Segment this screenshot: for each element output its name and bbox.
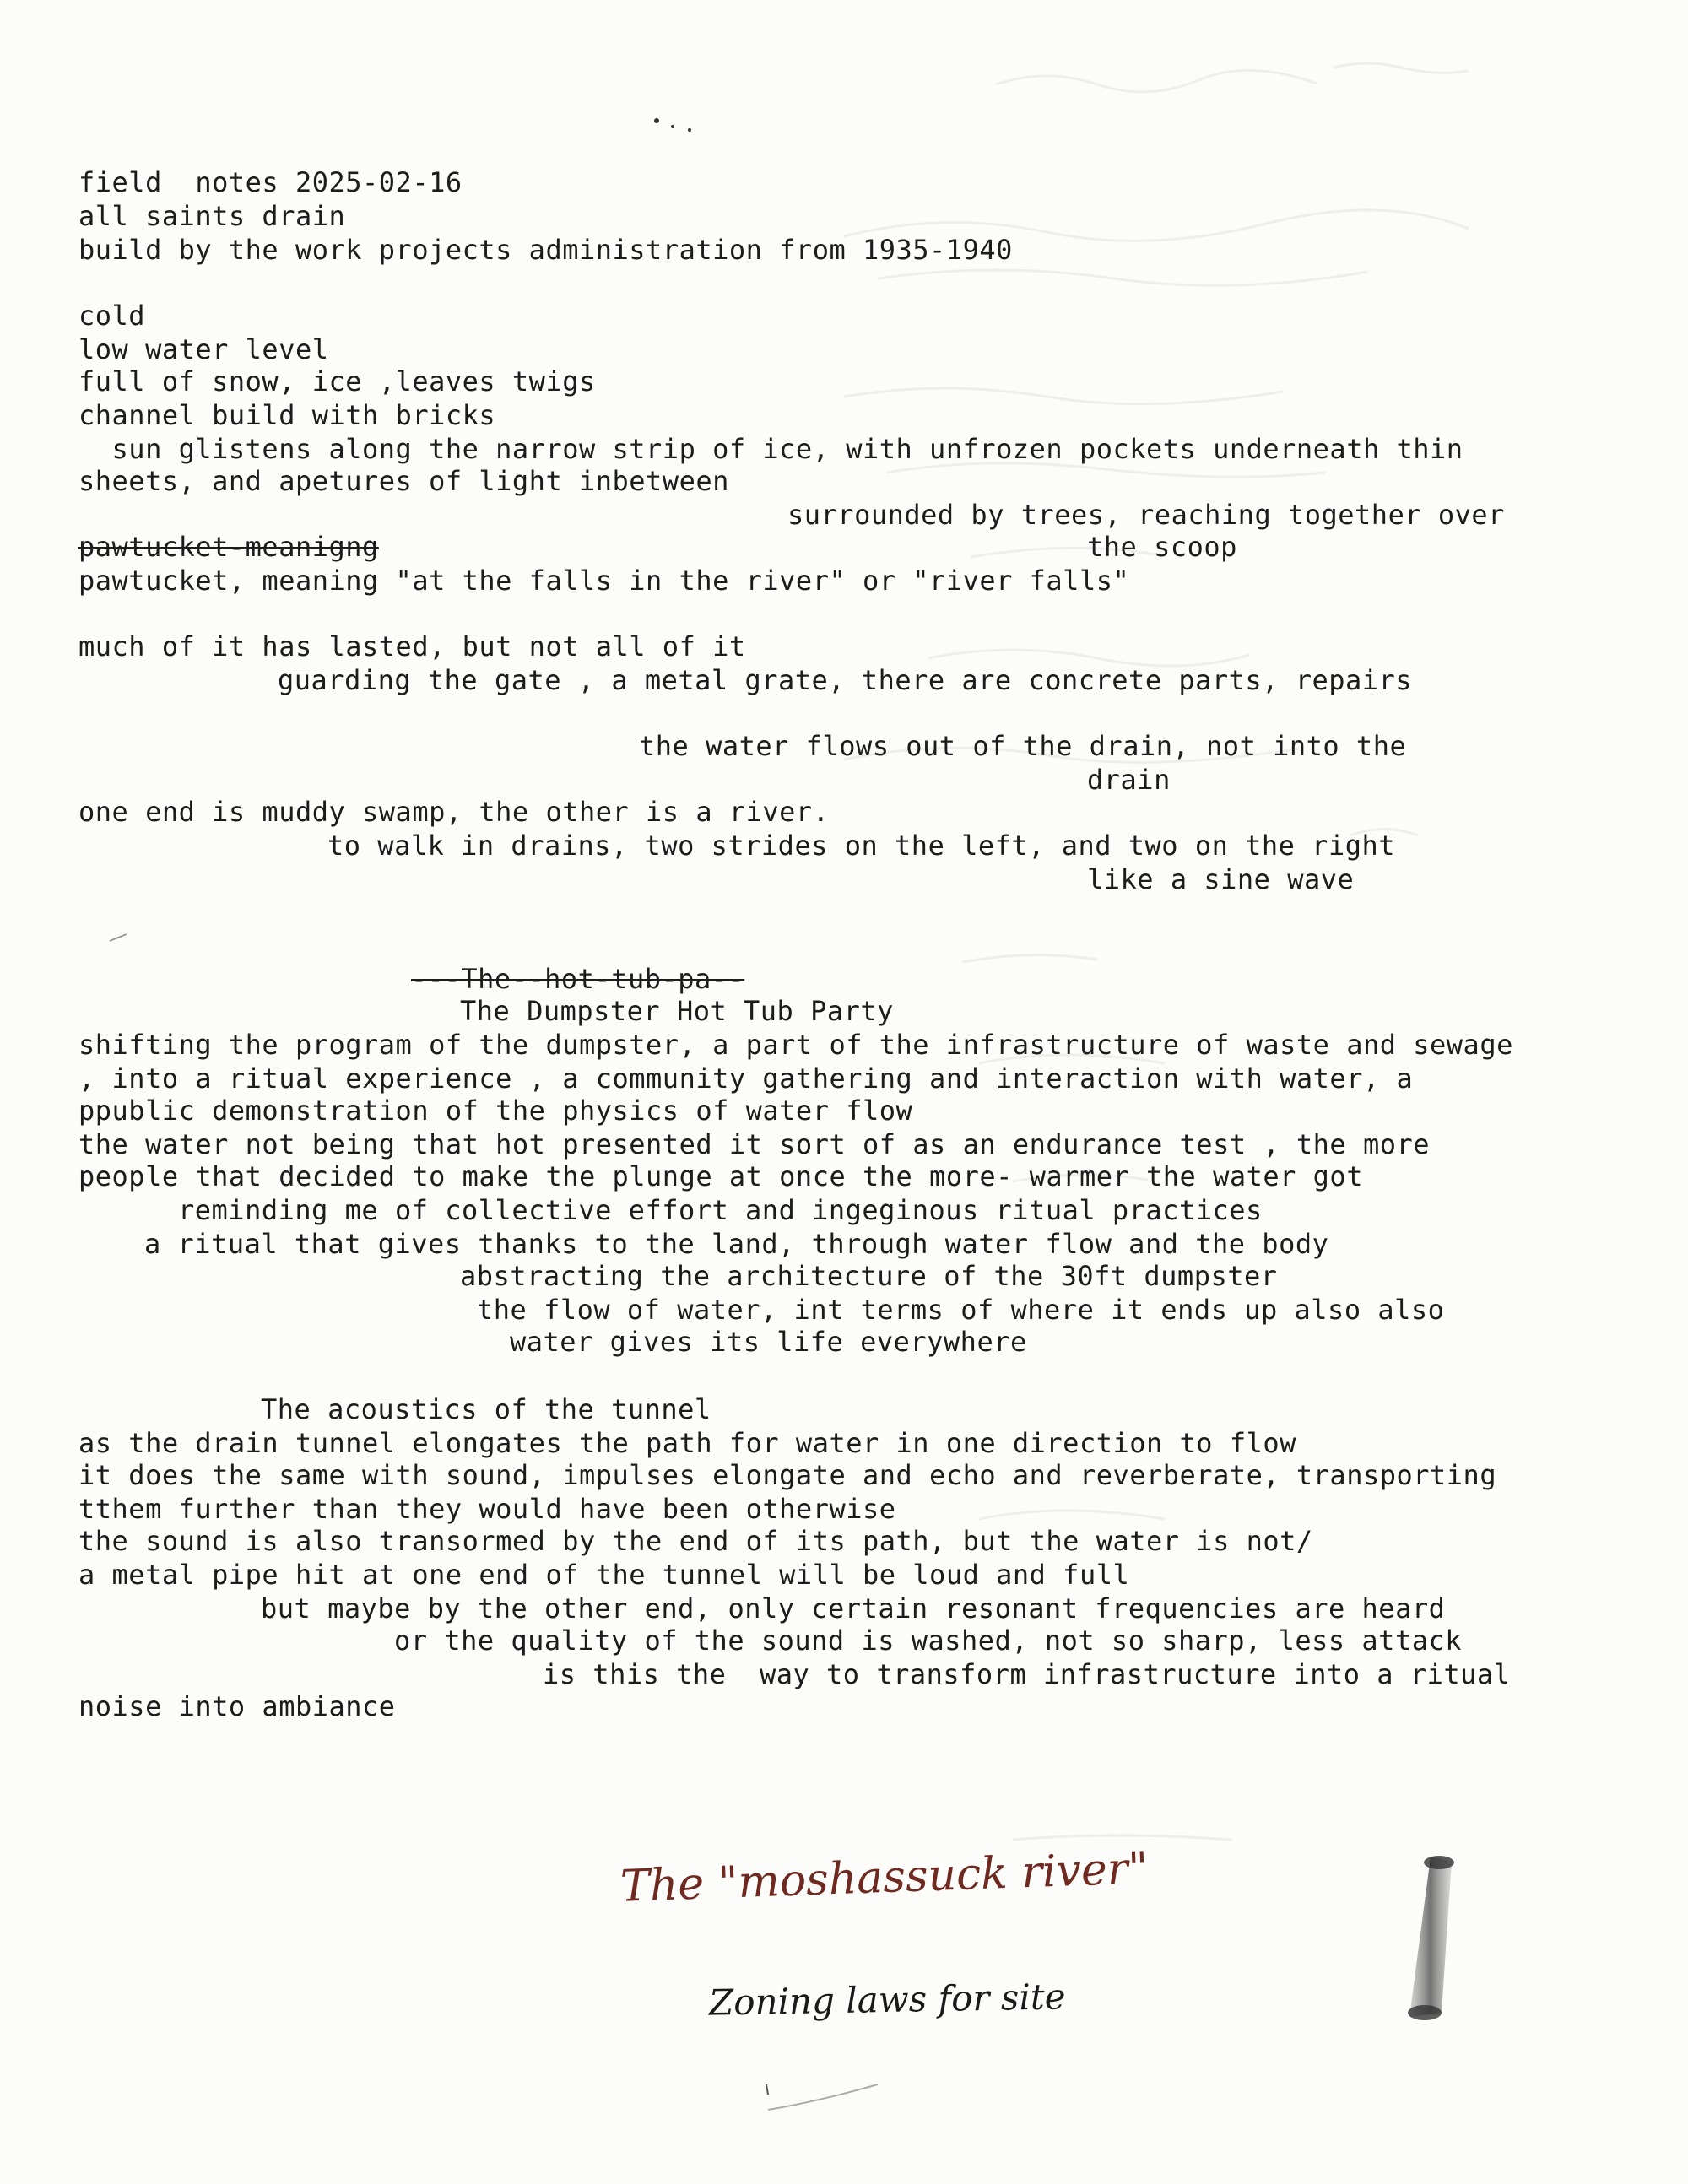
typed-line: a metal pipe hit at one end of the tunnel will be loud and full	[78, 1559, 1130, 1591]
typed-line: reminding me of collective effort and ingeginous ritual practices	[178, 1194, 1263, 1226]
typed-line: shifting the program of the dumpster, a part of the infrastructure of waste and sewage	[78, 1029, 1513, 1061]
typed-line: abstracting the architecture of the 30ft dumpster	[460, 1260, 1278, 1292]
typed-line: the scoop	[1087, 531, 1237, 563]
typed-line: the sound is also transormed by the end of its path, but the water is not/	[78, 1525, 1313, 1557]
typed-line: full of snow, ice ,leaves twigs	[78, 365, 596, 397]
handwritten-note-red: The "moshassuck river"	[619, 1843, 1150, 1912]
typed-line: pawtucket, meaning "at the falls in the river" or "river falls"	[78, 565, 1130, 597]
typed-line: people that decided to make the plunge at once the more- warmer the water got	[78, 1160, 1363, 1192]
typed-line: to walk in drains, two strides on the left, and two on the right	[327, 830, 1395, 862]
typed-line: tthem further than they would have been otherwise	[78, 1493, 896, 1525]
typed-line-struck: pawtucket-meanigng	[78, 531, 379, 563]
section-title: The Dumpster Hot Tub Party	[460, 995, 894, 1027]
handwritten-note-black: Zoning laws for site	[708, 1976, 1066, 2024]
typed-line: the flow of water, int terms of where it ends up also also	[477, 1294, 1445, 1326]
typed-line: a ritual that gives thanks to the land, through water flow and the body	[144, 1228, 1329, 1260]
typed-line: the water not being that hot presented it sort of as an endurance test , the more	[78, 1128, 1431, 1160]
typed-line: drain	[1087, 764, 1171, 796]
typed-line: guarding the gate , a metal grate, there are concrete parts, repairs	[278, 664, 1413, 696]
typed-line: low water level	[78, 333, 329, 365]
typed-line: build by the work projects administration from 1935-1940	[78, 234, 1013, 266]
typed-line: sheets, and apetures of light inbetween	[78, 465, 729, 497]
typed-line: noise into ambiance	[78, 1690, 396, 1722]
section-title: The acoustics of the tunnel	[261, 1393, 711, 1425]
typed-line: the water flows out of the drain, not into the	[639, 730, 1407, 762]
typed-line-struck: ---The--hot-tub-pa--	[411, 963, 745, 995]
typed-line: all saints drain	[78, 200, 346, 232]
typed-line: water gives its life everywhere	[510, 1326, 1027, 1358]
typed-line: one end is muddy swamp, the other is a river.	[78, 796, 830, 828]
typed-line: much of it has lasted, but not all of it	[78, 630, 746, 662]
typed-line: field notes 2025-02-16	[78, 166, 463, 198]
typed-line: ppublic demonstration of the physics of water flow	[78, 1095, 913, 1127]
typed-line: it does the same with sound, impulses elongate and echo and reverberate, transporting	[78, 1459, 1497, 1491]
typed-line: but maybe by the other end, only certain resonant frequencies are heard	[261, 1592, 1446, 1624]
typed-line: or the quality of the sound is washed, not so sharp, less attack	[394, 1624, 1462, 1657]
typed-line: is this the way to transform infrastructure into a ritual	[543, 1658, 1511, 1690]
typed-line: sun glistens along the narrow strip of ice, with unfrozen pockets underneath thin	[78, 433, 1463, 465]
typed-line: channel build with bricks	[78, 399, 496, 431]
typed-line: , into a ritual experience , a community gathering and interaction with water, a	[78, 1062, 1414, 1095]
typed-line: like a sine wave	[1087, 863, 1355, 895]
typed-line: cold	[78, 300, 146, 332]
typed-line: as the drain tunnel elongates the path for water in one direction to flow	[78, 1427, 1296, 1459]
typed-line: surrounded by trees, reaching together over	[787, 499, 1505, 531]
